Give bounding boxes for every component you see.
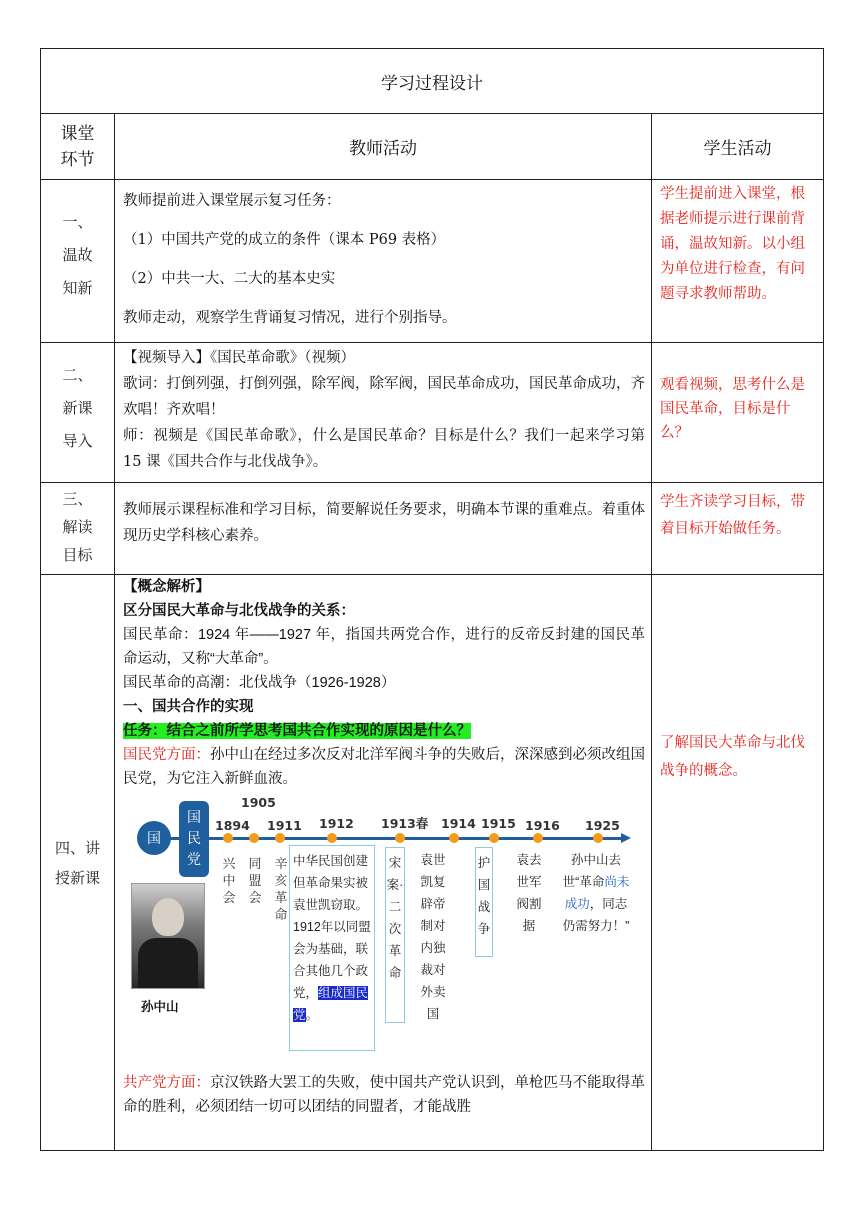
stage-line: 导入	[62, 432, 93, 450]
kmt-tag-text: 国民党	[187, 809, 201, 867]
header-stage-label: 课堂环节	[60, 123, 95, 170]
event-1913-box	[385, 847, 405, 1023]
kmt-label: 国民党方面：	[123, 747, 210, 763]
table-title: 学习过程设计	[41, 49, 824, 114]
timeline-dot	[593, 833, 603, 843]
year-label: 1916	[525, 818, 560, 833]
ccp-label: 共产党方面：	[123, 1075, 210, 1091]
teacher-cell	[115, 483, 652, 575]
year-label: 1912	[319, 816, 354, 831]
stage-line: 目标	[62, 546, 93, 564]
timeline-dot	[275, 833, 285, 843]
text-line: 国民革命：1924 年——1927 年，指国共两党合作，进行的反帝反封建的国民革命运动，又称“大革命”。	[123, 627, 645, 667]
photo-head	[152, 898, 184, 936]
text-line: （2）中共一大、二大的基本史实	[123, 271, 336, 287]
student-cell: 学生提前进入课堂，根据老师提示进行课前背诵，温故知新。以小组为单位进行检查，有问题寻求教师帮助。	[652, 180, 824, 343]
event-1912-box	[289, 845, 375, 1051]
task-line	[123, 719, 645, 743]
event-1911: 辛亥革命	[274, 856, 288, 922]
event-1913-text: 宋案·二次革命	[386, 856, 404, 980]
concept-title: 【概念解析】	[123, 579, 210, 595]
year-label: 1925	[585, 818, 620, 833]
stage-line: 三、	[62, 490, 93, 508]
header-student: 学生活动	[652, 114, 824, 180]
stage-cell	[41, 180, 115, 343]
text-line: 师：视频是《国民革命歌》，什么是国民革命？目标是什么？我们一起来学习第 15 课《国共合作与北伐战争》。	[123, 428, 645, 470]
text-line: （1）中国共产党的成立的条件（课本 P69 表格）	[123, 232, 446, 248]
timeline-dot	[223, 833, 233, 843]
student-cell: 了解国民大革命与北伐战争的概念。	[652, 575, 824, 1151]
student-cell: 学生齐读学习目标，带着目标开始做任务。	[652, 483, 824, 575]
event-1925-blue: 尚未成功	[564, 875, 630, 911]
timeline-dot	[395, 833, 405, 843]
year-label: 1915	[481, 816, 516, 831]
stage-line: 二、	[62, 366, 93, 384]
photo-body	[138, 938, 198, 988]
event-1925-end: ，同志仍需努力！”	[562, 897, 630, 933]
stage-line: 知新	[62, 279, 93, 297]
stage-line: 授新课	[54, 868, 100, 887]
lesson-design-table	[40, 48, 824, 1151]
timeline-dot	[533, 833, 543, 843]
year-label: 1894	[215, 818, 250, 833]
table-row	[41, 180, 824, 343]
event-1916: 袁去世军阀割据	[516, 853, 542, 933]
section-heading: 一、国共合作的实现	[123, 699, 254, 715]
kmt-text: 孙中山在经过多次反对北洋军阀斗争的失败后，深深感到必须改组国民党，为它注入新鲜血液。	[123, 747, 645, 787]
event-1915-box	[475, 847, 493, 957]
student-cell: 观看视频，思考什么是国民革命，目标是什么？	[652, 343, 824, 483]
table-row	[41, 343, 824, 483]
text-line: 歌词：打倒列强，打倒列强，除军阀，除军阀，国民革命成功，国民革命成功，齐欢唱！齐欢唱！	[123, 376, 645, 418]
ccp-paragraph	[123, 1071, 645, 1119]
stage-line: 新课	[62, 399, 93, 417]
teacher-cell	[115, 575, 652, 1151]
event-1914: 袁世凯复辟帝制对内独裁对外卖国	[420, 853, 446, 1021]
kmt-tag	[179, 801, 209, 877]
table-row	[41, 575, 824, 1151]
guo-circle: 国	[137, 821, 171, 855]
text-line: 教师走动，观察学生背诵复习情况，进行个别指导。	[123, 310, 457, 326]
event-1905: 同盟会	[248, 856, 262, 905]
stage-cell	[41, 343, 115, 483]
text-line: 【视频导入】《国民革命歌》（视频）	[123, 350, 355, 366]
timeline-figure	[123, 797, 633, 1067]
stage-line: 四、讲	[54, 838, 100, 857]
event-1912-end: 。	[305, 1008, 319, 1022]
timeline-dot	[327, 833, 337, 843]
event-1912-text: 中华民国创建但革命果实被袁世凯窃取。1912年以同盟会为基础，联合其他几个政党，	[293, 854, 371, 1000]
stage-line: 解读	[62, 518, 93, 536]
timeline-dot	[249, 833, 259, 843]
year-label: 1913春	[381, 816, 429, 831]
event-1925-text: 孙中山去世“革命	[562, 853, 621, 889]
photo-caption: 孙中山	[141, 1000, 179, 1014]
text-line: 教师展示课程标准和学习目标，简要解说任务要求，明确本节课的重难点。着重体现历史学科核心素养。	[123, 502, 645, 544]
teacher-cell	[115, 343, 652, 483]
stage-line: 温故	[62, 246, 93, 264]
concept-subtitle: 区分国民大革命与北伐战争的关系：	[123, 603, 355, 619]
stage-cell	[41, 575, 115, 1151]
stage-cell	[41, 483, 115, 575]
task-highlight: 任务：结合之前所学思考国共合作实现的原因是什么？	[123, 723, 471, 739]
ccp-text: 京汉铁路大罢工的失败，使中国共产党认识到，单枪匹马不能取得革命的胜利，必须团结一切可以团结的同盟者，才能战胜	[123, 1075, 645, 1115]
event-1912-highlight: 组成国民党	[293, 986, 369, 1022]
text-line: 国民革命的高潮：北伐战争（1926-1928）	[123, 675, 396, 691]
year-label: 1905	[241, 795, 276, 810]
text-line: 教师提前进入课堂展示复习任务：	[123, 193, 341, 209]
event-1915-text: 护国战争	[477, 856, 491, 936]
kmt-paragraph	[123, 743, 645, 791]
sun-yatsen-photo	[131, 883, 205, 989]
year-label: 1911	[267, 818, 302, 833]
stage-line: 一、	[62, 213, 93, 231]
arrow-right-icon	[621, 833, 631, 843]
timeline-dot	[489, 833, 499, 843]
teacher-cell	[115, 180, 652, 343]
year-label: 1914	[441, 816, 476, 831]
timeline-dot	[449, 833, 459, 843]
event-1894: 兴中会	[222, 856, 236, 905]
event-1925	[559, 849, 633, 937]
table-row	[41, 483, 824, 575]
header-stage	[41, 114, 115, 180]
header-teacher: 教师活动	[115, 114, 652, 180]
